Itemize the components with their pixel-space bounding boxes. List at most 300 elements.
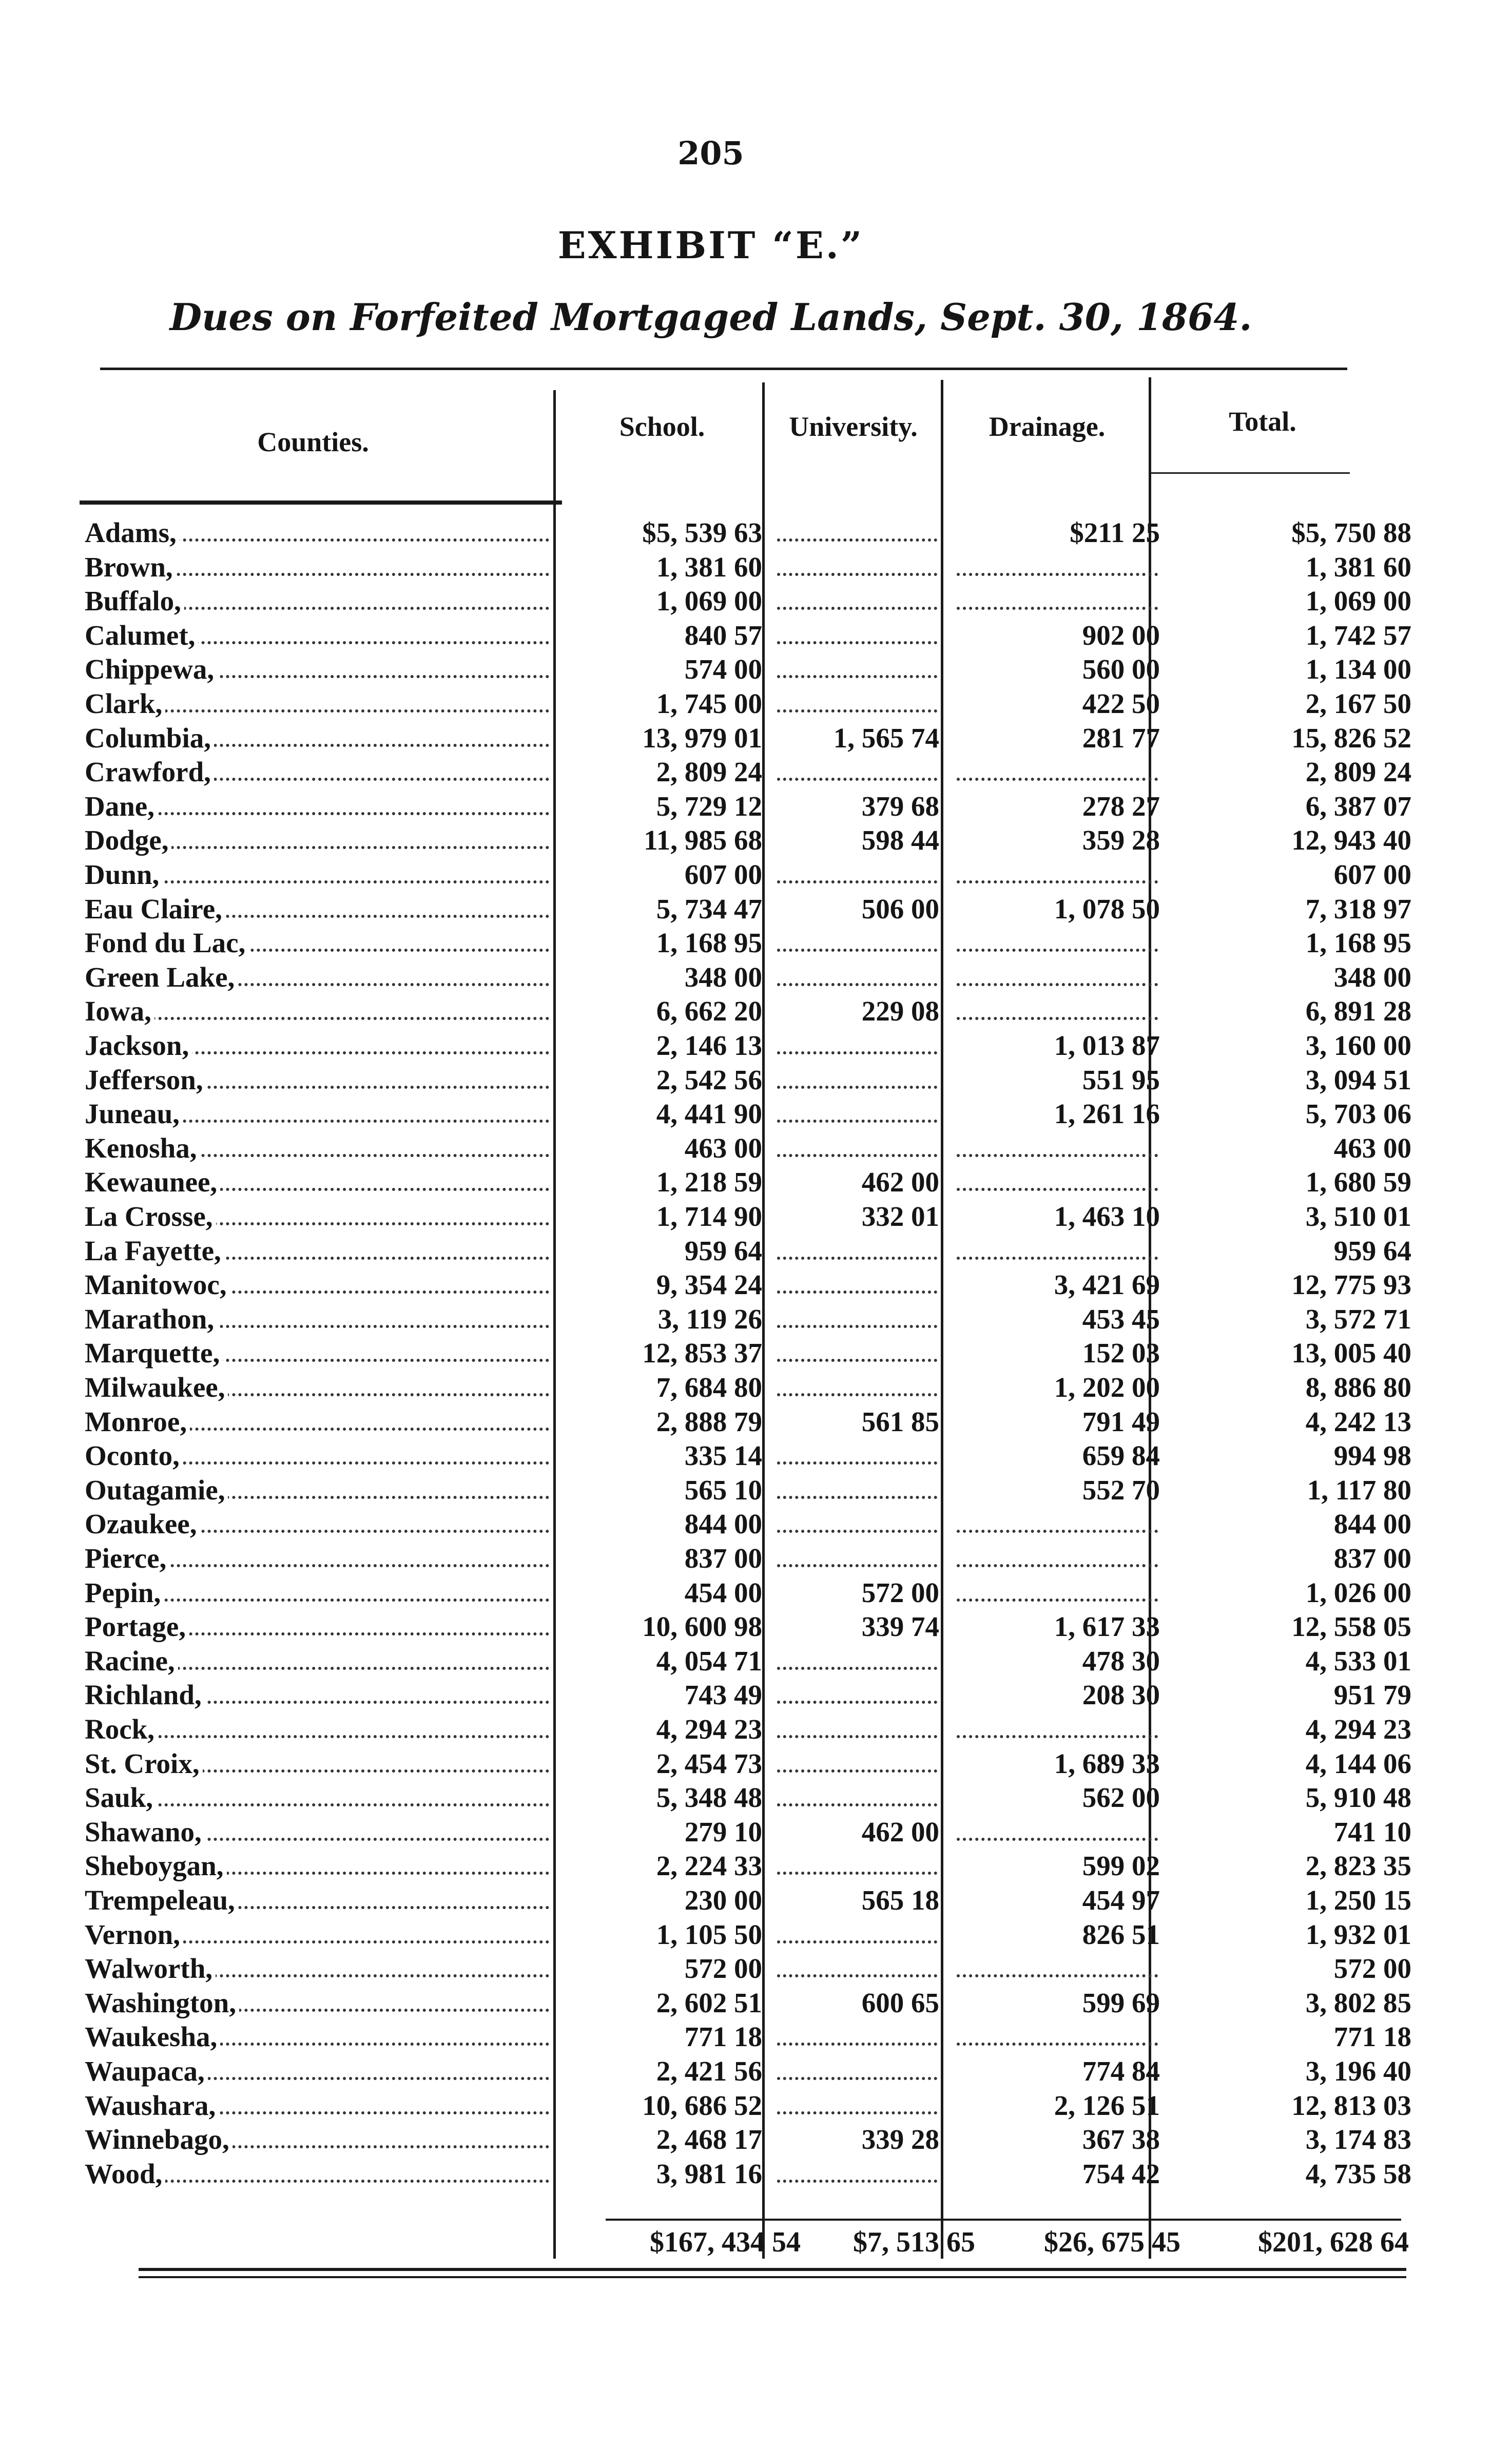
drainage-cell: 826 51 (1082, 1919, 1160, 1950)
county-name: Oconto, (85, 1440, 183, 1471)
drainage-cell: 902 00 (1082, 620, 1160, 651)
empty-cell-leader (777, 573, 937, 576)
university-cell: 600 65 (861, 1987, 939, 2018)
drainage-cell: 754 42 (1082, 2158, 1160, 2189)
county-name: Dunn, (85, 859, 162, 890)
school-cell: 1, 218 59 (656, 1166, 762, 1198)
total-cell: 3, 094 51 (1305, 1064, 1411, 1095)
table-row (0, 1439, 1511, 1473)
drainage-cell: 1, 202 00 (1054, 1372, 1160, 1403)
county-name: Washington, (85, 1987, 239, 2018)
county-cell (85, 1131, 549, 1165)
county-cell (85, 1268, 549, 1302)
table-row (0, 550, 1511, 584)
total-cell: 959 64 (1333, 1235, 1411, 1266)
table-row (0, 1131, 1511, 1165)
drainage-cell: 278 27 (1082, 791, 1160, 822)
empty-cell-leader (777, 1701, 937, 1704)
county-name: Dodge, (85, 824, 171, 856)
school-cell: 279 10 (684, 1816, 762, 1847)
empty-cell-leader (777, 1667, 937, 1670)
empty-cell-leader (777, 1496, 937, 1499)
school-cell: 11, 985 68 (644, 824, 762, 856)
county-name: Adams, (85, 517, 180, 548)
total-cell: 12, 775 93 (1291, 1269, 1411, 1300)
table-row (0, 1815, 1511, 1849)
total-cell: 1, 026 00 (1305, 1577, 1411, 1608)
university-cell (770, 2020, 939, 2054)
empty-cell-leader (957, 2043, 1158, 2046)
university-cell (770, 1302, 939, 1336)
university-cell (770, 1542, 939, 1575)
empty-cell-leader (957, 983, 1158, 986)
drainage-cell: 453 45 (1082, 1303, 1160, 1335)
table-row (0, 1200, 1511, 1234)
county-cell (85, 1097, 549, 1131)
drainage-cell: 659 84 (1082, 1440, 1160, 1471)
university-cell (770, 926, 939, 960)
drainage-cell: 281 77 (1082, 722, 1160, 754)
drainage-cell (950, 1712, 1160, 1746)
school-cell: 13, 979 01 (642, 722, 762, 754)
county-cell (85, 1712, 549, 1746)
empty-cell-leader (957, 1154, 1158, 1157)
university-cell (770, 1063, 939, 1097)
page-number: 205 (677, 134, 744, 172)
county-name: Sauk, (85, 1782, 156, 1813)
drainage-cell (950, 550, 1160, 584)
county-cell (85, 1063, 549, 1097)
total-cell: 13, 005 40 (1291, 1337, 1411, 1369)
county-cell (85, 960, 549, 994)
university-cell (770, 1712, 939, 1746)
county-name: La Fayette, (85, 1235, 224, 1266)
drainage-cell (950, 2020, 1160, 2054)
total-cell: 572 00 (1333, 1953, 1411, 1984)
university-cell: 561 85 (861, 1406, 939, 1437)
drainage-cell (950, 1131, 1160, 1165)
school-cell: 4, 054 71 (656, 1645, 762, 1677)
drainage-cell: 422 50 (1082, 688, 1160, 719)
university-cell: 565 18 (861, 1884, 939, 1916)
total-cell: 3, 802 85 (1305, 1987, 1411, 2018)
table-row (0, 2020, 1511, 2054)
table-row (0, 755, 1511, 789)
school-cell: 5, 348 48 (656, 1782, 762, 1813)
total-cell: 4, 533 01 (1305, 1645, 1411, 1677)
empty-cell-leader (777, 949, 937, 952)
county-cell (85, 1952, 549, 1986)
table-row (0, 858, 1511, 892)
school-cell: 7, 684 80 (656, 1372, 762, 1403)
county-cell (85, 652, 549, 686)
total-cell: 7, 318 97 (1305, 893, 1411, 925)
university-cell (770, 652, 939, 686)
drainage-cell: 208 30 (1082, 1679, 1160, 1710)
table-row (0, 1097, 1511, 1131)
university-cell (770, 1131, 939, 1165)
county-name: Rock, (85, 1714, 158, 1745)
total-cell: 348 00 (1333, 961, 1411, 993)
empty-cell-leader (957, 607, 1158, 610)
total-university: $7, 513 65 (853, 2226, 975, 2258)
total-cell: 844 00 (1333, 1508, 1411, 1539)
total-cell: 741 10 (1333, 1816, 1411, 1847)
county-name: Ozaukee, (85, 1508, 200, 1539)
university-cell (770, 516, 939, 550)
county-name: St. Croix, (85, 1748, 203, 1779)
bottom-double-rule-a (139, 2268, 1406, 2271)
empty-cell-leader (957, 1838, 1158, 1841)
county-name: Chippewa, (85, 653, 217, 685)
university-cell (770, 2157, 939, 2191)
county-cell (85, 2157, 549, 2191)
school-cell: 3, 981 16 (656, 2158, 762, 2189)
table-row (0, 1576, 1511, 1610)
university-cell: 229 08 (861, 995, 939, 1027)
drainage-cell (950, 858, 1160, 892)
empty-cell-leader (777, 1325, 937, 1328)
school-cell: 2, 542 56 (656, 1064, 762, 1095)
drainage-cell (950, 1507, 1160, 1541)
university-cell (770, 1268, 939, 1302)
table-row (0, 1712, 1511, 1746)
table-row (0, 892, 1511, 926)
total-cell: 2, 167 50 (1305, 688, 1411, 719)
university-cell (770, 1747, 939, 1781)
drainage-cell: $211 25 (1070, 517, 1160, 548)
county-cell (85, 1678, 549, 1712)
table-row (0, 1644, 1511, 1678)
empty-cell-leader (957, 1974, 1158, 1977)
empty-cell-leader (777, 1769, 937, 1773)
empty-cell-leader (777, 1974, 937, 1977)
county-cell (85, 994, 549, 1028)
header-total: Total. (1229, 406, 1296, 437)
county-cell (85, 1576, 549, 1610)
county-name: Marquette, (85, 1337, 223, 1369)
university-cell (770, 1439, 939, 1473)
school-cell: 2, 146 13 (656, 1030, 762, 1061)
county-cell (85, 1507, 549, 1541)
county-cell (85, 1610, 549, 1644)
county-name: Dane, (85, 791, 158, 822)
county-cell (85, 1234, 549, 1268)
total-cell: $5, 750 88 (1291, 517, 1411, 548)
school-cell: 844 00 (684, 1508, 762, 1539)
university-cell: 339 28 (861, 2124, 939, 2155)
county-name: Marathon, (85, 1303, 217, 1335)
school-cell: 4, 441 90 (656, 1098, 762, 1129)
drainage-cell: 1, 463 10 (1054, 1201, 1160, 1232)
total-cell: 4, 735 58 (1305, 2158, 1411, 2189)
table-row (0, 1610, 1511, 1644)
school-cell: 230 00 (684, 1884, 762, 1916)
university-cell (770, 2054, 939, 2088)
university-cell (770, 1644, 939, 1678)
county-name: Walworth, (85, 1953, 216, 1984)
table-row (0, 2157, 1511, 2191)
county-cell (85, 1849, 549, 1883)
drainage-cell (950, 1542, 1160, 1575)
county-cell (85, 1405, 549, 1439)
table-row (0, 960, 1511, 994)
county-name: Richland, (85, 1679, 205, 1710)
empty-cell-leader (777, 709, 937, 713)
university-cell (770, 858, 939, 892)
drainage-cell (950, 994, 1160, 1028)
school-cell: 771 18 (684, 2021, 762, 2052)
empty-cell-leader (777, 2111, 937, 2114)
university-cell (770, 1507, 939, 1541)
empty-cell-leader (777, 1803, 937, 1806)
county-name: La Crosse, (85, 1201, 216, 1232)
county-name: Kenosha, (85, 1132, 200, 1164)
drainage-cell: 367 38 (1082, 2124, 1160, 2155)
county-name: Racine, (85, 1645, 178, 1677)
county-name: Wood, (85, 2158, 165, 2189)
county-cell (85, 823, 549, 857)
county-cell (85, 1165, 549, 1199)
empty-cell-leader (957, 1530, 1158, 1533)
table-row (0, 1507, 1511, 1541)
school-cell: 4, 294 23 (656, 1714, 762, 1745)
total-cell: 8, 886 80 (1305, 1372, 1411, 1403)
county-cell (85, 1781, 549, 1815)
table-row (0, 1336, 1511, 1370)
county-name: Buffalo, (85, 585, 184, 617)
university-cell (770, 1029, 939, 1063)
empty-cell-leader (777, 675, 937, 678)
school-cell: 2, 602 51 (656, 1987, 762, 2018)
empty-cell-leader (777, 1051, 937, 1054)
total-cell: 4, 242 13 (1305, 1406, 1411, 1437)
table-row (0, 1883, 1511, 1917)
university-cell (770, 584, 939, 618)
total-cell: 1, 250 15 (1305, 1884, 1411, 1916)
county-cell (85, 858, 549, 892)
university-cell (770, 1371, 939, 1404)
empty-cell-leader (777, 1120, 937, 1123)
total-school: $167, 434 54 (650, 2226, 801, 2258)
county-cell (85, 516, 549, 550)
school-cell: 10, 600 98 (642, 1611, 762, 1642)
total-cell: 994 98 (1333, 1440, 1411, 1471)
empty-cell-leader (777, 2077, 937, 2080)
empty-cell-leader (777, 641, 937, 644)
school-cell: 574 00 (684, 653, 762, 685)
university-cell (770, 1849, 939, 1883)
drainage-cell: 560 00 (1082, 653, 1160, 685)
school-cell: 1, 105 50 (656, 1919, 762, 1950)
total-cell: 4, 294 23 (1305, 1714, 1411, 1745)
empty-cell-leader (777, 778, 937, 781)
total-cell: 1, 134 00 (1305, 653, 1411, 685)
university-cell: 332 01 (861, 1201, 939, 1232)
university-cell: 379 68 (861, 791, 939, 822)
drainage-cell (950, 1576, 1160, 1610)
university-cell: 506 00 (861, 893, 939, 925)
county-cell (85, 1986, 549, 2020)
table-row (0, 1849, 1511, 1883)
county-name: Pierce, (85, 1543, 169, 1574)
county-cell (85, 721, 549, 755)
empty-cell-leader (777, 2043, 937, 2046)
school-cell: 2, 888 79 (656, 1406, 762, 1437)
table-row (0, 619, 1511, 652)
county-cell (85, 2123, 549, 2157)
school-cell: 348 00 (684, 961, 762, 993)
university-cell (770, 1234, 939, 1268)
empty-cell-leader (957, 880, 1158, 883)
county-name: Kewaunee, (85, 1166, 220, 1198)
drainage-cell: 359 28 (1082, 824, 1160, 856)
header-university: University. (789, 411, 918, 442)
drainage-cell: 2, 126 51 (1054, 2090, 1160, 2121)
drainage-cell: 152 03 (1082, 1337, 1160, 1369)
drainage-cell (950, 1815, 1160, 1849)
university-cell: 339 74 (861, 1611, 939, 1642)
school-cell: 463 00 (684, 1132, 762, 1164)
total-cell: 837 00 (1333, 1543, 1411, 1574)
school-cell: 335 14 (684, 1440, 762, 1471)
total-cell: 5, 703 06 (1305, 1098, 1411, 1129)
school-cell: 1, 714 90 (656, 1201, 762, 1232)
table-row (0, 2123, 1511, 2157)
county-cell (85, 926, 549, 960)
county-cell (85, 687, 549, 721)
drainage-cell: 599 69 (1082, 1987, 1160, 2018)
county-name: Fond du Lac, (85, 927, 248, 958)
empty-cell-leader (957, 1188, 1158, 1191)
table-row (0, 1371, 1511, 1404)
empty-cell-leader (777, 1872, 937, 1875)
university-cell: 462 00 (861, 1166, 939, 1198)
empty-cell-leader (957, 1735, 1158, 1738)
empty-cell-leader (957, 949, 1158, 952)
drainage-cell: 551 95 (1082, 1064, 1160, 1095)
university-cell: 462 00 (861, 1816, 939, 1847)
county-name: Jefferson, (85, 1064, 206, 1095)
total-cell: 1, 117 80 (1307, 1474, 1411, 1506)
university-cell (770, 960, 939, 994)
county-name: Manitowoc, (85, 1269, 229, 1300)
empty-cell-leader (957, 778, 1158, 781)
total-cell: 1, 742 57 (1305, 620, 1411, 651)
school-cell: 6, 662 20 (656, 995, 762, 1027)
empty-cell-leader (777, 1461, 937, 1465)
university-cell (770, 1952, 939, 1986)
county-name: Waushara, (85, 2090, 219, 2121)
county-name: Portage, (85, 1611, 189, 1642)
county-cell (85, 2020, 549, 2054)
total-cell: 4, 144 06 (1305, 1748, 1411, 1779)
county-cell (85, 790, 549, 823)
drainage-cell: 3, 421 69 (1054, 1269, 1160, 1300)
county-cell (85, 2089, 549, 2123)
county-name: Shawano, (85, 1816, 205, 1847)
exhibit-title: EXHIBIT “E.” (557, 223, 864, 267)
county-name: Green Lake, (85, 961, 238, 993)
school-cell: 1, 745 00 (656, 688, 762, 719)
empty-cell-leader (777, 1940, 937, 1943)
county-cell (85, 619, 549, 652)
total-cell: 6, 387 07 (1305, 791, 1411, 822)
total-cell: 12, 943 40 (1291, 824, 1411, 856)
total-cell: 1, 680 59 (1305, 1166, 1411, 1198)
table-row (0, 2054, 1511, 2088)
school-cell: 572 00 (684, 1953, 762, 1984)
school-cell: 607 00 (684, 859, 762, 890)
empty-cell-leader (777, 607, 937, 610)
table-row (0, 1952, 1511, 1986)
empty-cell-leader (777, 2180, 937, 2183)
school-cell: 2, 454 73 (656, 1748, 762, 1779)
drainage-cell: 1, 617 33 (1054, 1611, 1160, 1642)
county-cell (85, 1918, 549, 1952)
drainage-cell: 774 84 (1082, 2055, 1160, 2087)
school-cell: 2, 468 17 (656, 2124, 762, 2155)
drainage-cell: 599 02 (1082, 1850, 1160, 1881)
empty-cell-leader (777, 1564, 937, 1567)
county-cell (85, 1542, 549, 1575)
school-cell: 9, 354 24 (656, 1269, 762, 1300)
total-cell: 3, 160 00 (1305, 1030, 1411, 1061)
school-cell: 1, 069 00 (656, 585, 762, 617)
drainage-cell (950, 1165, 1160, 1199)
county-cell (85, 1371, 549, 1404)
table-row (0, 1165, 1511, 1199)
total-cell: 1, 932 01 (1305, 1919, 1411, 1950)
empty-cell-leader (777, 1530, 937, 1533)
university-cell: 1, 565 74 (833, 722, 939, 754)
drainage-cell: 1, 013 87 (1054, 1030, 1160, 1061)
county-cell (85, 584, 549, 618)
total-cell: 6, 891 28 (1305, 995, 1411, 1027)
county-name: Outagamie, (85, 1474, 228, 1506)
school-cell: 5, 729 12 (656, 791, 762, 822)
county-cell (85, 1200, 549, 1234)
university-cell (770, 1678, 939, 1712)
empty-cell-leader (777, 1257, 937, 1260)
school-cell: 1, 381 60 (656, 551, 762, 583)
county-name: Brown, (85, 551, 176, 583)
county-name: Clark, (85, 688, 165, 719)
total-drainage: $26, 675 45 (1044, 2226, 1180, 2258)
school-cell: $5, 539 63 (642, 517, 762, 548)
county-name: Pepin, (85, 1577, 164, 1608)
total-cell: 463 00 (1333, 1132, 1411, 1164)
county-name: Iowa, (85, 995, 154, 1027)
total-cell: 607 00 (1333, 859, 1411, 890)
school-cell: 743 49 (684, 1679, 762, 1710)
county-name: Vernon, (85, 1919, 183, 1950)
county-name: Jackson, (85, 1030, 192, 1061)
table-row (0, 1063, 1511, 1097)
table-row (0, 1918, 1511, 1952)
university-cell: 598 44 (861, 824, 939, 856)
school-cell: 454 00 (684, 1577, 762, 1608)
university-cell (770, 1918, 939, 1952)
bottom-double-rule-b (139, 2276, 1406, 2278)
total-cell: 2, 823 35 (1305, 1850, 1411, 1881)
drainage-cell (950, 584, 1160, 618)
empty-cell-leader (777, 1154, 937, 1157)
empty-cell-leader (957, 1599, 1158, 1602)
empty-cell-leader (957, 573, 1158, 576)
total-cell: 15, 826 52 (1291, 722, 1411, 754)
school-cell: 959 64 (684, 1235, 762, 1266)
